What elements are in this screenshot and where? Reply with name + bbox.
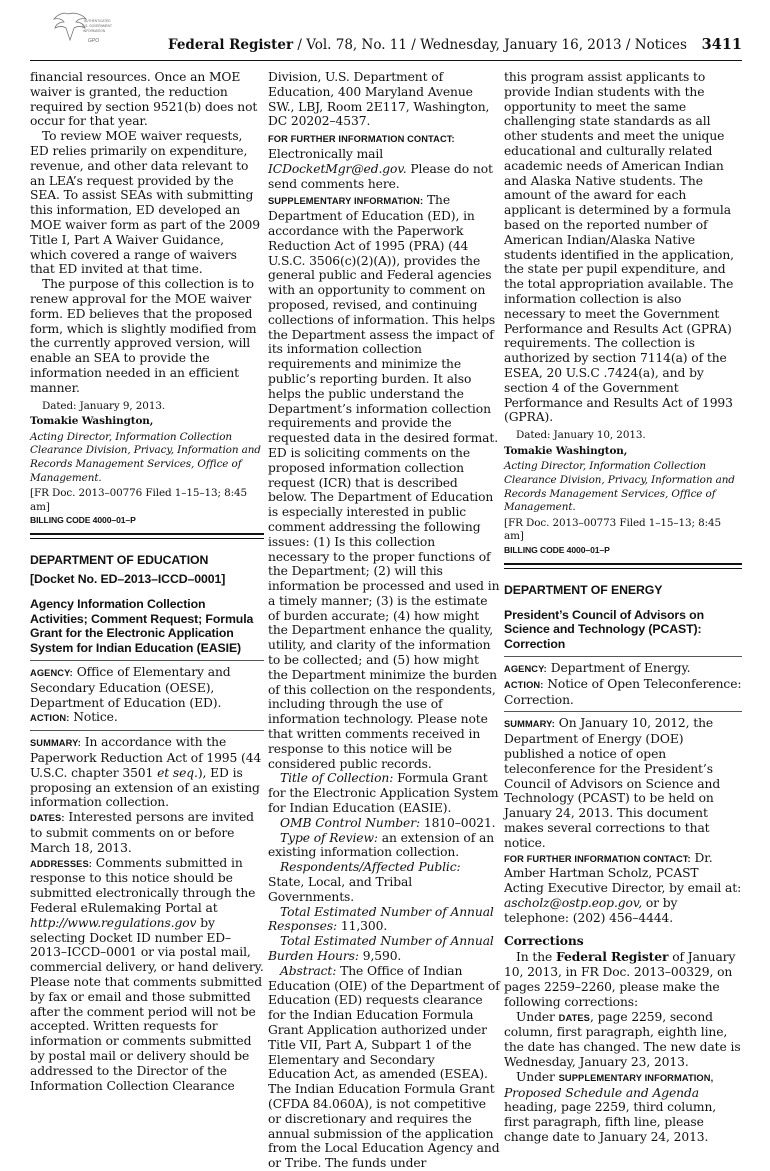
agency-text: Department of Energy.: [550, 661, 691, 676]
journal-name: Federal Register: [168, 37, 294, 53]
dates-label: DATES:: [30, 813, 65, 824]
summary-block: [504, 716, 742, 850]
volume-issue: Vol. 78, No. 11: [306, 37, 407, 53]
summary-block: [30, 735, 264, 810]
total-burden-hours: [268, 934, 500, 964]
issue-date: Wednesday, January 16, 2013: [420, 37, 622, 53]
respondents: [268, 860, 500, 904]
addresses-text-end: by selecting Docket ID number ED–2013–ICCD–0001 or via postal mail, commercial delivery, or hand delivery. Please note that comments submitted by fax or email and those submitted after the comment period will not be accepted. Written requests for information or comments submitted by postal mail or delivery should be addressed to the Director of the Information Collection Clearance: [30, 915, 264, 1093]
paragraph: Division, U.S. Department of Education, 400 Maryland Avenue SW., LBJ, Room 2E117, Washington, DC 20202–4537.: [268, 70, 490, 129]
abstract: [268, 964, 500, 1171]
contact-block: [268, 131, 500, 191]
addresses-block: [30, 856, 264, 1094]
fr-doc-line: [FR Doc. 2013–00776 Filed 1–15–13; 8:45 am]: [30, 487, 248, 513]
text: Under: [516, 1009, 555, 1024]
agency-text: Office of Elementary and Secondary Education (OESE), Department of Education (ED).: [30, 665, 231, 710]
department-heading: DEPARTMENT OF ENERGY: [504, 582, 663, 597]
text: of January 10, 2013, in FR Doc. 2013–00329, on pages 2259–2260, please make the following corrections:: [504, 950, 736, 1009]
dates-block: [30, 810, 264, 855]
gpo-authenticated-logo: [30, 10, 110, 46]
agency-label: AGENCY:: [504, 664, 547, 675]
section-name: Notices: [634, 37, 687, 53]
field-value: 9,590.: [362, 949, 402, 964]
correction-paragraph: [504, 1010, 742, 1070]
contact-text: Electronically mail: [268, 146, 384, 161]
signer-name: Tomakie Washington,: [504, 444, 628, 457]
paragraph: The purpose of this collection is to renew approval for the MOE waiver form. ED believes that the proposed form, which is slightly modified from the currently approved version, will enable an SEA to provide the information needed in an efficient manner.: [30, 277, 257, 395]
department-heading: DEPARTMENT OF EDUCATION: [30, 553, 209, 568]
column-2: [268, 70, 500, 1171]
italic-text: Proposed Schedule and Agenda: [504, 1085, 700, 1100]
docket-number: [Docket No. ED–2013–ICCD–0001]: [30, 572, 226, 587]
paragraph: financial resources. Once an MOE waiver is granted, the reduction required by section 9521(b) does not occur for that year.: [30, 70, 258, 129]
summary-text: On January 10, 2012, the Department of Energy (DOE) published a notice of open teleconference for the President’s Council of Advisors on Science and Technology (PCAST) to be held on January 24, 2013. This document makes several corrections to that notice.: [504, 716, 721, 850]
field-label: Respondents/Affected Public:: [280, 860, 461, 875]
notice-title: Agency Information Collection Activities; Comment Request; Formula Grant for the Electronic Application System for Indian Education (EASIE): [30, 596, 254, 656]
dates-text: Interested persons are invited to submit comments on or before March 18, 2013.: [30, 810, 254, 855]
contact-text: Dr. Amber Hartman Scholz, PCAST Acting Executive Director, by email at:: [504, 850, 742, 896]
review-type: [268, 831, 500, 861]
summary-label: SUMMARY:: [504, 719, 555, 730]
field-label: Total Estimated Number of Annual Burden Hours:: [268, 934, 494, 964]
paragraph: this program assist applicants to provide Indian students with the opportunity to meet the same challenging state standards as all other students and meet the unique educational and culturally related academic needs of American Indian and Alaska Native students. The amount of the award for each applicant is determined by a formula based on the reported number of American Indian/Alaska Native students identified in the application, the state per pupil expenditure, and the total appropriation available. The information collection is also necessary to meet the Government Performance and Results Act (GPRA) requirements. The collection is authorized by section 7114(a) of the ESEA, 20 U.S.C .7424(a), and by section 4 of the Government Performance and Results Act of 1993 (GPRA).: [504, 70, 734, 425]
svg-text:U.S. GOVERNMENT: U.S. GOVERNMENT: [82, 24, 112, 28]
field-value: The Office of Indian Education (OIE) of the Department of Education (ED) requests clearance for the Indian Education Formula Grant Application authorized under Title VII, Part A, Subpart 1 of the Elementary and Secondary Education Act, as amended (ESEA). The Indian Education Formula Grant (CFDA 84.060A), is not competitive or discretionary and requires the annual submission of the application from the Local Education Agency and or Tribe. The funds under: [268, 963, 500, 1171]
text: In the: [516, 950, 553, 965]
field-value: Formula Grant for the Electronic Application System for Indian Education (EASIE).: [268, 771, 499, 816]
field-label: OMB Control Number:: [280, 815, 421, 830]
dated-line: Dated: January 10, 2013.: [516, 429, 646, 442]
field-label: Total Estimated Number of Annual Responses:: [268, 904, 494, 934]
svg-text:INFORMATION: INFORMATION: [83, 29, 106, 33]
label-text: DATES: [558, 1012, 590, 1023]
column-1: [30, 70, 264, 1093]
supplementary-label: SUPPLEMENTARY INFORMATION:: [268, 196, 424, 207]
dated-line: Dated: January 9, 2013.: [42, 399, 166, 412]
contact-email-link[interactable]: ICDocketMgr@ed.gov.: [268, 161, 407, 176]
notice-title: President’s Council of Advisors on Science and Technology (PCAST): Correction: [504, 607, 704, 652]
contact-text-end: Please do not send comments here.: [268, 161, 493, 191]
collection-title: [268, 771, 500, 815]
billing-code: BILLING CODE 4000–01–P: [504, 544, 610, 555]
label-text: SUPPLEMENTARY INFORMATION,: [558, 1072, 714, 1083]
supplementary-block: [268, 193, 500, 771]
paragraph: To review MOE waiver requests, ED relies primarily on expenditure, revenue, and other data relevant to an LEA’s request provided by the SEA. To assist SEAs with submitting this information, ED developed an MOE waiver form as part of the 2009 Title I, Part A Waiver Guidance, which covered a range of waivers that ED invited at that time.: [30, 129, 260, 277]
action-text: Notice of Open Teleconference: Correction.: [504, 676, 742, 707]
text: Under: [516, 1069, 555, 1084]
text: heading, page 2259, third column, first paragraph, fifth line, please change date to January 24, 2013.: [504, 1100, 717, 1144]
action-block: [30, 710, 264, 726]
field-value: State, Local, and Tribal Governments.: [268, 875, 413, 904]
field-label: Title of Collection:: [280, 771, 394, 786]
action-block: [504, 677, 742, 708]
field-value: 11,300.: [340, 919, 388, 934]
contact-label: FOR FURTHER INFORMATION CONTACT:: [268, 134, 455, 145]
agency-label: AGENCY:: [30, 668, 73, 679]
contact-email-link[interactable]: ascholz@ostp.eop.gov,: [504, 896, 643, 911]
signer-name: Tomakie Washington,: [30, 415, 154, 428]
running-header-text: Federal Register / Vol. 78, No. 11 / Wednesday, January 16, 2013 / Notices: [168, 37, 687, 53]
page-number: 3411: [701, 36, 742, 53]
correction-paragraph: [504, 950, 742, 1009]
svg-text:AUTHENTICATED: AUTHENTICATED: [84, 19, 111, 23]
summary-italic: et seq.: [157, 765, 198, 780]
billing-code: BILLING CODE 4000–01–P: [30, 515, 136, 526]
corrections-heading: Corrections: [504, 932, 584, 948]
contact-label: FOR FURTHER INFORMATION CONTACT:: [504, 853, 691, 864]
action-label: ACTION:: [30, 713, 70, 724]
action-label: ACTION:: [504, 679, 544, 690]
svg-text:GPO: GPO: [88, 38, 100, 44]
addresses-label: ADDRESSES:: [30, 858, 92, 869]
addresses-text: Comments submitted in response to this notice should be submitted electronically through the Federal eRulemaking Portal at: [30, 855, 256, 916]
agency-block: [504, 661, 742, 677]
contact-block: [504, 851, 742, 926]
text: , page 2259, second column, first paragraph, eighth line, the date has changed. The new date is Wednesday, January 23, 2013.: [504, 1009, 741, 1069]
bold-text: Federal Register: [556, 949, 669, 965]
summary-label: SUMMARY:: [30, 738, 81, 749]
omb-number: [268, 816, 500, 831]
correction-paragraph: [504, 1070, 742, 1145]
field-label: Type of Review:: [280, 830, 378, 845]
gpo-eagle-icon: [30, 10, 110, 46]
contact-text-end: or by telephone: (202) 456–4444.: [504, 896, 678, 925]
running-header: [116, 34, 742, 56]
supplementary-text: The Department of Education (ED), in accordance with the Paperwork Reduction Act of 1995 (PRA) (44 U.S.C. 3506(c)(2)(A)), provides the general public and Federal agencies with an opportunity to comment on proposed, revised, and continuing collections of information. This helps the Department assess the impact of its information collection requirements and minimize the public’s reporting burden. It also helps the public understand the Department’s information collection requirements and provide the requested data in the desired format. ED is soliciting comments on the proposed information collection request (ICR) that is described below. The Department of Education is especially interested in public comment addressing the following issues: (1) Is this collection necessary to the proper functions of the Department; (2) will this information be processed and used in a timely manner; (3) is the estimate of burden accurate; (4) how might the Department enhance the quality, utility, and clarity of the information to be collected; and (5) how might the Department minimize the burden of this collection on the respondents, including through the use of information technology. Please note that written comments received in response to this notice will be considered public records.: [268, 193, 500, 771]
field-value: 1810–0021.: [423, 815, 496, 830]
action-text: Notice.: [73, 710, 118, 725]
total-responses: [268, 905, 500, 935]
fr-doc-line: [FR Doc. 2013–00773 Filed 1–15–13; 8:45 am]: [504, 516, 722, 543]
field-label: Abstract:: [280, 963, 337, 978]
summary-text-end: ), ED is proposing an extension of an existing information collection.: [30, 765, 260, 810]
agency-block: [30, 665, 264, 710]
signer-title: Acting Director, Information Collection Clearance Division, Privacy, Information and Records Management Services, Office of Management.: [30, 430, 261, 484]
field-value: an extension of an existing information collection.: [268, 830, 495, 860]
column-3: [504, 70, 742, 1144]
header-rule: [30, 60, 742, 61]
regulations-gov-link[interactable]: http://www.regulations.gov: [30, 915, 197, 930]
summary-text: In accordance with the Paperwork Reduction Act of 1995 (44 U.S.C. chapter 3501: [30, 735, 262, 780]
signer-title: Acting Director, Information Collection Clearance Division, Privacy, Information and Records Management Services, Office of Management.: [504, 460, 735, 514]
